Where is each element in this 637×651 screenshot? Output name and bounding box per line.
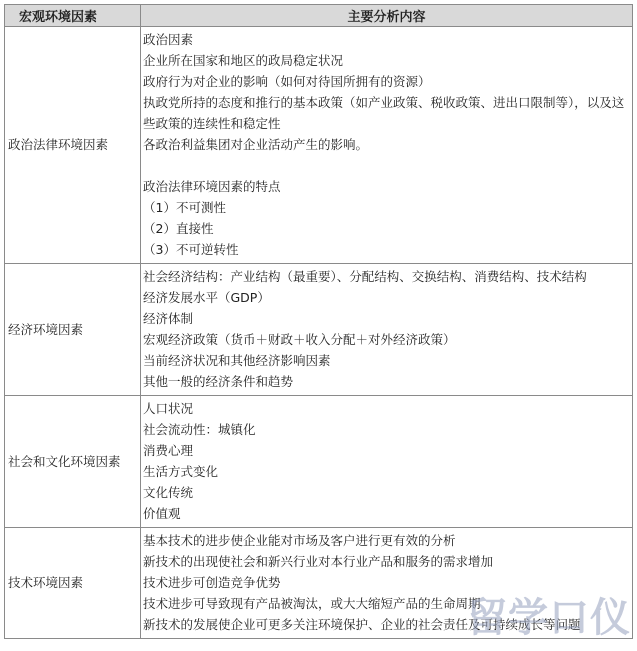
- table-header-row: [5, 5, 633, 27]
- factor-cell: 技术环境因素: [5, 528, 141, 639]
- header-content: 主要分析内容: [141, 5, 633, 27]
- factor-cell: 政治法律环境因素: [5, 27, 141, 264]
- content-line: 执政党所持的态度和推行的基本政策（如产业政策、税收政策、进出口限制等），以及这些政策的连续性和稳定性: [143, 95, 625, 131]
- content-line: （1）不可测性: [143, 200, 226, 215]
- table-row: [5, 27, 633, 264]
- content-line: 基本技术的进步使企业能对市场及客户进行更有效的分析: [143, 533, 456, 548]
- content-line: 新技术的出现使社会和新兴行业对本行业产品和服务的需求增加: [143, 554, 494, 569]
- factor-cell: 经济环境因素: [5, 264, 141, 396]
- content-line: 宏观经济政策（货币＋财政＋收入分配＋对外经济政策）: [143, 332, 456, 347]
- content-line: 其他一般的经济条件和趋势: [143, 374, 294, 389]
- content-line: （2）直接性: [143, 221, 214, 236]
- content-line: 各政治利益集团对企业活动产生的影响。: [143, 137, 369, 152]
- content-line: 生活方式变化: [143, 464, 219, 479]
- content-line: 技术进步可导致现有产品被淘汰，或大大缩短产品的生命周期: [143, 596, 481, 611]
- content-line: 企业所在国家和地区的政局稳定状况: [143, 53, 344, 68]
- factor-cell: 社会和文化环境因素: [5, 396, 141, 528]
- content-line: 政治法律环境因素的特点: [143, 179, 281, 194]
- table-row: [5, 396, 633, 528]
- content-cell: [141, 27, 633, 264]
- macro-environment-table: [4, 4, 633, 639]
- content-line: 文化传统: [143, 485, 194, 500]
- site-watermark-logo: 留学口仪: [467, 595, 631, 641]
- table-row: [5, 528, 633, 639]
- content-line: 社会流动性：城镇化: [143, 422, 256, 437]
- content-line: 政治因素: [143, 32, 194, 47]
- content-line: 新技术的发展使企业可更多关注环境保护、企业的社会责任及可持续成长等问题: [143, 617, 581, 632]
- content-line: 当前经济状况和其他经济影响因素: [143, 353, 331, 368]
- content-line: 人口状况: [143, 401, 194, 416]
- content-line: 社会经济结构：产业结构（最重要）、分配结构、交换结构、消费结构、技术结构: [143, 269, 587, 284]
- content-line: 经济体制: [143, 311, 194, 326]
- content-cell: [141, 396, 633, 528]
- content-line-blank: [143, 155, 630, 176]
- content-line: 价值观: [143, 506, 181, 521]
- content-cell: [141, 264, 633, 396]
- content-line: 消费心理: [143, 443, 194, 458]
- header-factor: 宏观环境因素: [5, 5, 141, 27]
- content-line: 政府行为对企业的影响（如何对待国所拥有的资源）: [143, 74, 431, 89]
- content-cell: [141, 528, 633, 639]
- content-line: 技术进步可创造竞争优势: [143, 575, 281, 590]
- table-row: [5, 264, 633, 396]
- content-line: （3）不可逆转性: [143, 242, 239, 257]
- content-line: 经济发展水平（GDP）: [143, 290, 270, 305]
